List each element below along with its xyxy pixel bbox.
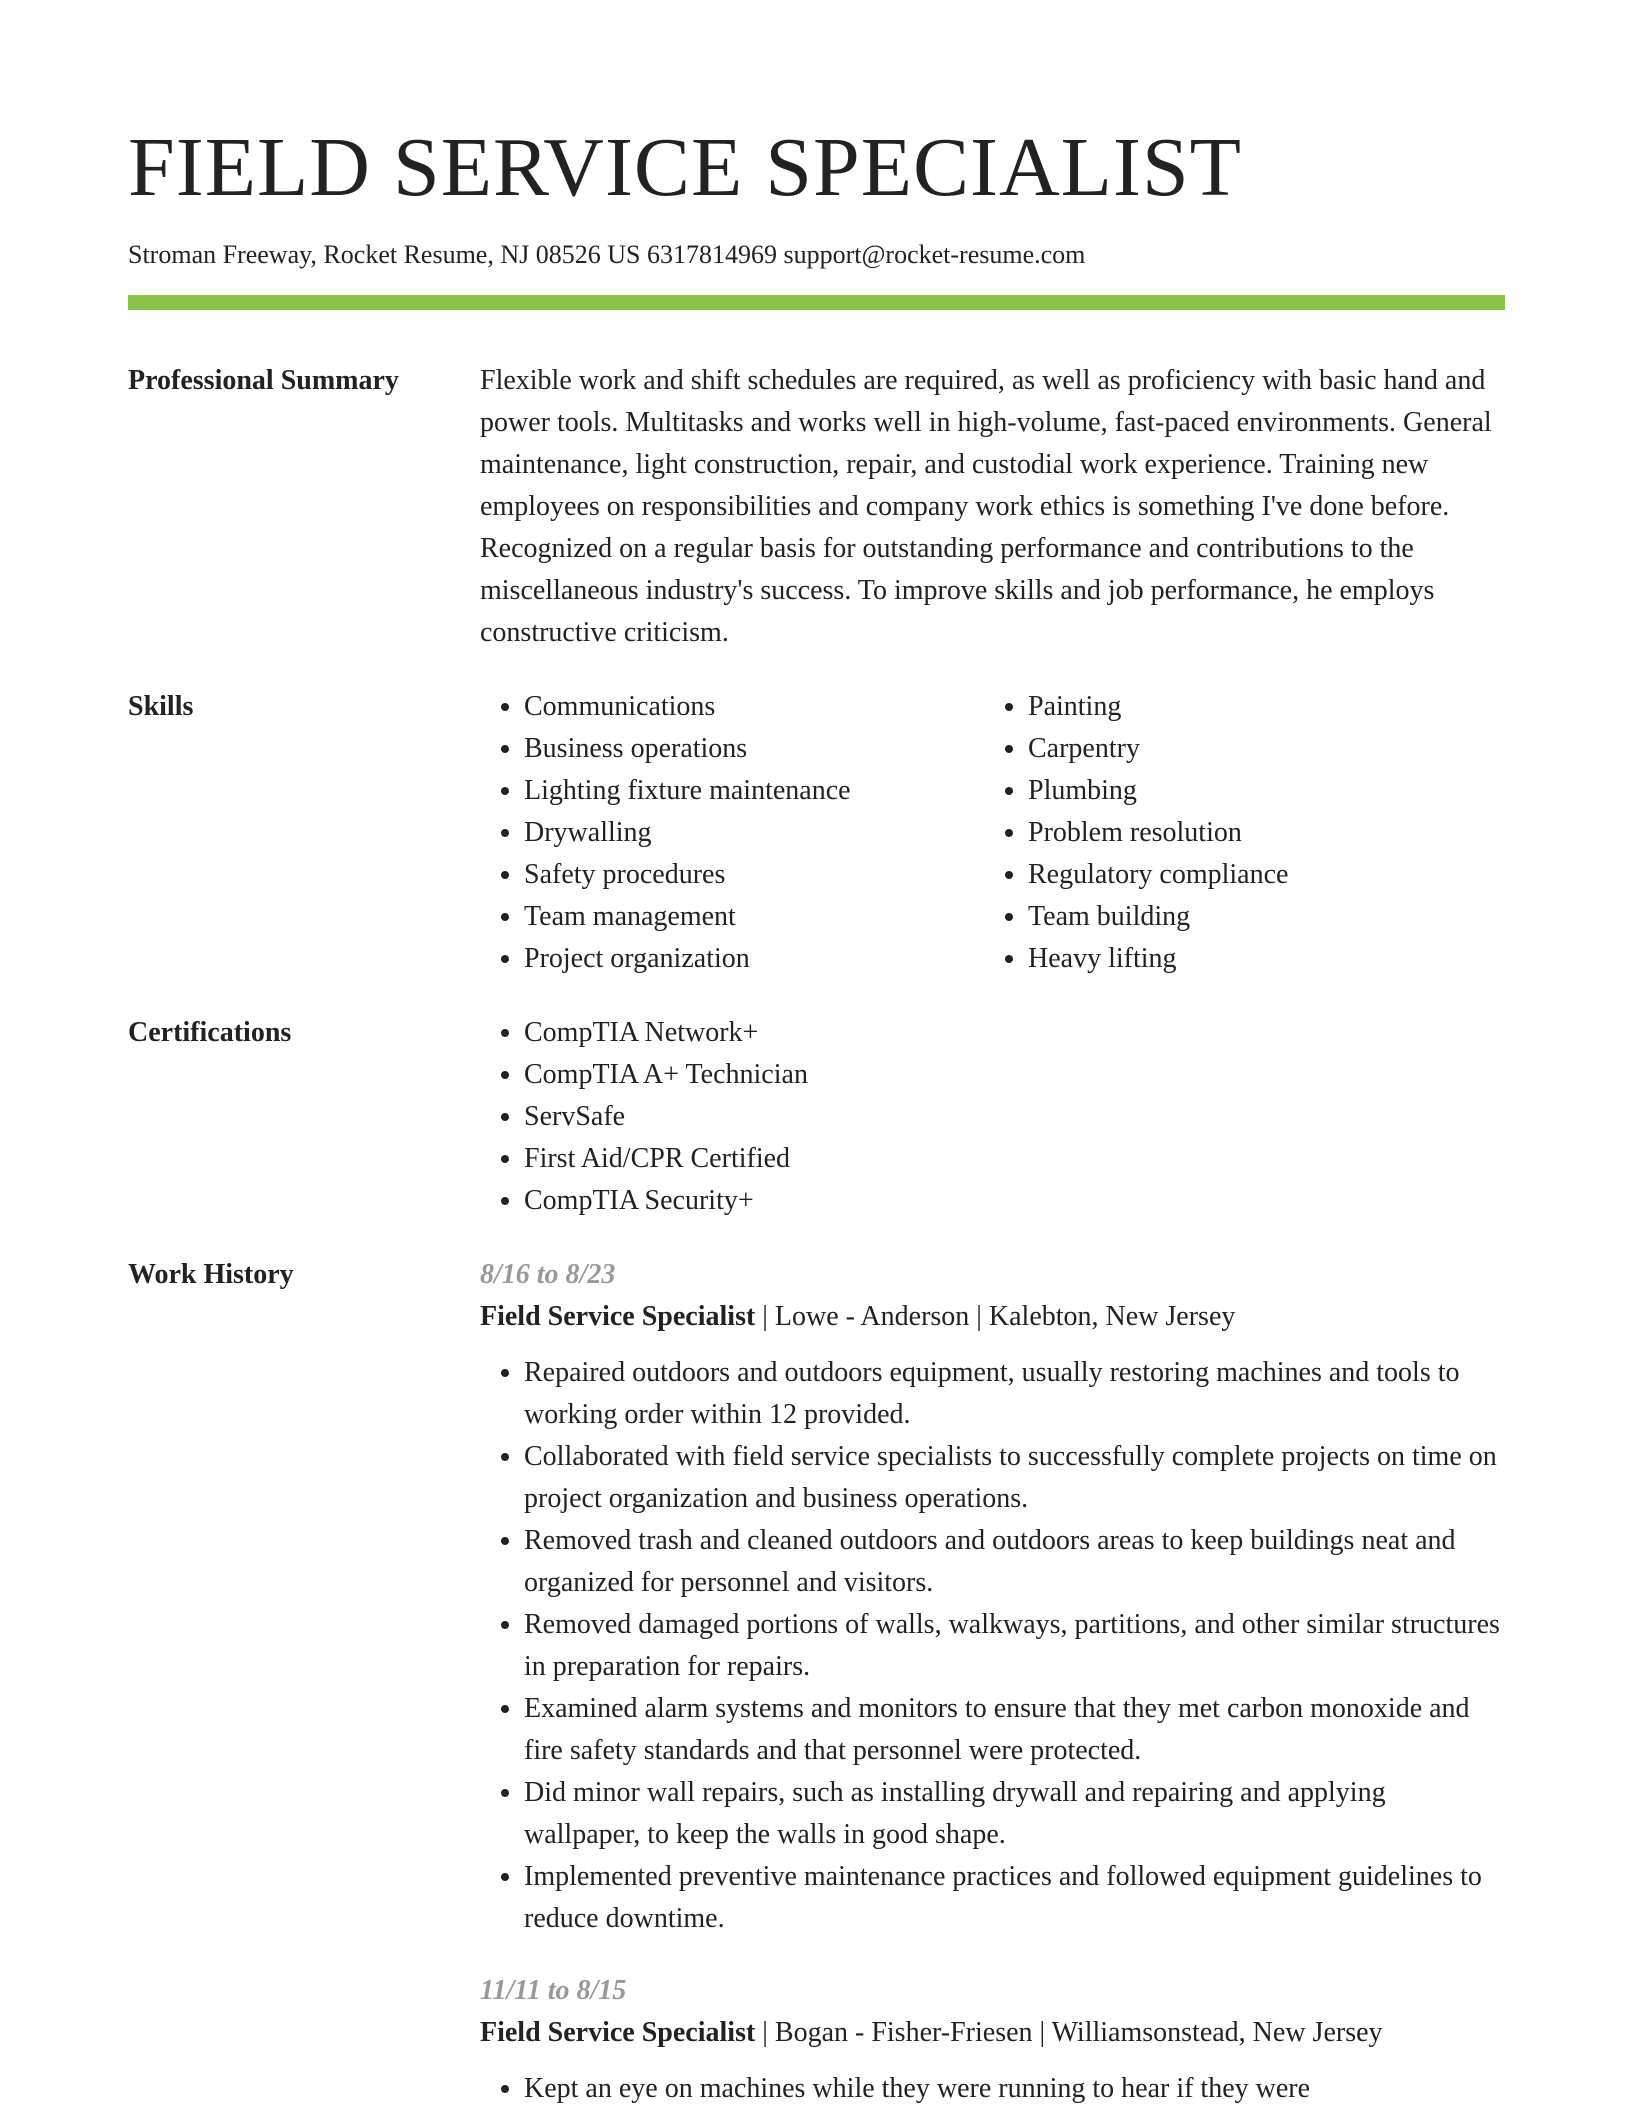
certification-item: • CompTIA Network+ xyxy=(524,1012,1505,1054)
job-title: Field Service Specialist xyxy=(480,1301,756,1332)
skill-item: • Plumbing xyxy=(1028,770,1505,812)
certification-item: • CompTIA A+ Technician xyxy=(524,1054,1505,1096)
skill-item: • Team management xyxy=(524,896,984,938)
summary-section xyxy=(128,360,1505,654)
summary-heading: Professional Summary xyxy=(128,365,399,396)
job-header xyxy=(480,2012,1505,2054)
skills-list-right xyxy=(984,686,1505,980)
job-bullet: • Examined alarm systems and monitors to ensure that they met carbon monoxide and fire safety standards and that personnel were protected. xyxy=(524,1688,1505,1772)
skill-item: • Safety procedures xyxy=(524,854,984,896)
job-dates: 8/16 to 8/23 xyxy=(480,1259,616,1290)
accent-divider xyxy=(128,295,1505,310)
skill-item: • Business operations xyxy=(524,728,984,770)
resume-page xyxy=(128,118,1505,2110)
certifications-content xyxy=(480,1012,1505,1222)
certifications-heading: Certifications xyxy=(128,1017,292,1048)
work-history-content xyxy=(480,1254,1505,2110)
job-bullet: • Did minor wall repairs, such as installing drywall and repairing and applying wallpaper, to keep the walls in good shape. xyxy=(524,1772,1505,1856)
certifications-list xyxy=(480,1012,1505,1222)
job-bullet: • Removed damaged portions of walls, walkways, partitions, and other similar structures in preparation for repairs. xyxy=(524,1604,1505,1688)
certification-item: • First Aid/CPR Certified xyxy=(524,1138,1505,1180)
work-history-section xyxy=(128,1254,1505,2110)
job-dates: 11/11 to 8/15 xyxy=(480,1975,627,2006)
contact-line: Stroman Freeway, Rocket Resume, NJ 08526 US 6317814969 support@rocket-resume.com xyxy=(128,240,1086,269)
skill-item: • Problem resolution xyxy=(1028,812,1505,854)
job-bullet: • Kept an eye on machines while they were running to hear if they were xyxy=(524,2068,1505,2110)
skills-section xyxy=(128,686,1505,980)
skill-item: • Painting xyxy=(1028,686,1505,728)
job-header xyxy=(480,1296,1505,1338)
skills-columns xyxy=(480,686,1505,980)
certification-item: • ServSafe xyxy=(524,1096,1505,1138)
job-title: Field Service Specialist xyxy=(480,2017,756,2048)
job-bullets xyxy=(480,2068,1505,2110)
job-bullet: • Removed trash and cleaned outdoors and outdoors areas to keep buildings neat and organized for personnel and visitors. xyxy=(524,1520,1505,1604)
skill-item: • Heavy lifting xyxy=(1028,938,1505,980)
job-bullets xyxy=(480,1352,1505,1940)
job-entry xyxy=(480,1970,1505,2110)
job-details: | Bogan - Fisher-Friesen | Williamsonstead, New Jersey xyxy=(755,2017,1383,2048)
skill-item: • Team building xyxy=(1028,896,1505,938)
work-history-heading: Work History xyxy=(128,1259,294,1290)
job-details: | Lowe - Anderson | Kalebton, New Jersey xyxy=(755,1301,1236,1332)
job-entry xyxy=(480,1254,1505,1940)
skill-item: • Lighting fixture maintenance xyxy=(524,770,984,812)
job-bullet: • Collaborated with field service specialists to successfully complete projects on time on project organization and business operations. xyxy=(524,1436,1505,1520)
skill-item: • Regulatory compliance xyxy=(1028,854,1505,896)
skill-item: • Project organization xyxy=(524,938,984,980)
skill-item: • Carpentry xyxy=(1028,728,1505,770)
summary-text: Flexible work and shift schedules are required, as well as proficiency with basic hand and power tools. Multitasks and works well in high-volume, fast-paced environments. General maintenance, light construction, repair, and custodial work experience. Training new employees on responsibilities and company work ethics is something I've done before. Recognized on a regular basis for outstanding performance and contributions to the miscellaneous industry's success. To improve skills and job performance, he employs constructive criticism. xyxy=(480,365,1492,648)
skills-heading: Skills xyxy=(128,691,194,722)
job-bullet: • Implemented preventive maintenance practices and followed equipment guidelines to reduce downtime. xyxy=(524,1856,1505,1940)
skill-item: • Communications xyxy=(524,686,984,728)
certification-item: • CompTIA Security+ xyxy=(524,1180,1505,1222)
skill-item: • Drywalling xyxy=(524,812,984,854)
job-bullet: • Repaired outdoors and outdoors equipment, usually restoring machines and tools to working order within 12 provided. xyxy=(524,1352,1505,1436)
skills-list-left xyxy=(480,686,984,980)
certifications-section xyxy=(128,1012,1505,1222)
resume-title: FIELD SERVICE SPECIALIST xyxy=(128,121,1242,214)
